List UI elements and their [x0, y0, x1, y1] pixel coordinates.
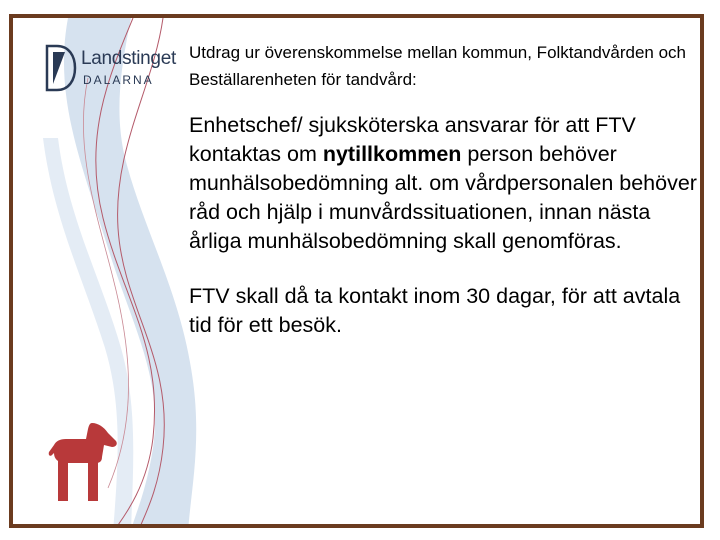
organization-logo — [43, 42, 193, 102]
paragraph-1-text-start: Enhetschef/ sjuksköterska ansvarar för att FTV kontaktas om — [189, 113, 636, 166]
paragraph-1-emphasis: nytillkommen — [322, 142, 462, 166]
slide-heading: Utdrag ur överenskommelse mellan kommun, Folktandvården och Beställarenheten för tandvård: — [189, 43, 687, 89]
dala-horse-icon — [46, 421, 120, 503]
landstinget-d-logo-icon — [43, 44, 77, 92]
slide-content — [189, 39, 701, 340]
slide-frame — [9, 14, 704, 528]
logo-region-text: DALARNA — [83, 73, 154, 87]
body-paragraph-2: FTV skall då ta kontakt inom 30 dagar, för att avtala tid för ett besök. — [189, 284, 681, 337]
paragraph-1-text-end: person behöver munhälsobedömning alt. om vårdpersonalen behöver råd och hjälp i munvårdssituationen, innan nästa årliga munhälsobedömning skall genomföras. — [189, 142, 697, 253]
body-paragraph-1 — [189, 111, 701, 256]
logo-name-text: Landstinget — [81, 48, 176, 69]
